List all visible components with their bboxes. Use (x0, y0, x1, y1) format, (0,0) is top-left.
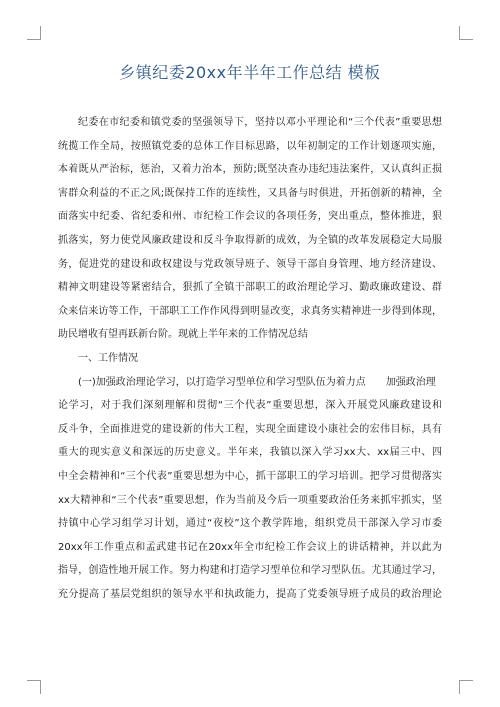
subsection-heading: (一)加强政治理论学习，以打造学习型单位和学习型队伍为着力点 (78, 376, 366, 388)
inline-paragraph-start: 加强政治理 (385, 376, 436, 388)
paragraph-line: 持镇中心学习组学习计划，通过“夜校”这个教学阵地，组织党员干部深入学习市委 (58, 518, 442, 530)
paragraph-line: 重大的现实意义和深远的历史意义。半年来，我镇以深入学习xx大、xx届三中、四 (58, 447, 442, 459)
crop-mark-top-left-h (27, 39, 41, 40)
paragraph-line: 务，促进党的建设和政权建设与党政领导班子、领导干部自身管理、地方经济建设、 (58, 258, 442, 270)
paragraph-line: 抓落实，努力使党风廉政建设和反斗争取得新的成效，为全镇的改革发展稳定大局服 (58, 234, 442, 246)
crop-mark-top-right-v (459, 26, 460, 40)
paragraph-line: 本着既从严治标，惩治，又着力治本，预防;既坚决查办违纪违法案件，又认真纠正损 (58, 164, 442, 176)
paragraph-line: 面落实中纪委、省纪委和州、市纪检工作会议的各项任务，突出重点，整体推进，狠 (58, 211, 442, 223)
document-body (58, 111, 442, 606)
paragraph-line: 害群众利益的不正之风;既保持工作的连续性，又具备与时俱进，开拓创新的精神，全 (58, 187, 442, 199)
subsection-heading-line (58, 371, 442, 395)
paragraph-line: xx大精神和“三个代表”重要思想，作为当前及今后一项重要政治任务来抓牢抓实，坚 (58, 494, 442, 506)
paragraph-line: 统揽工作全局，按照镇党委的总体工作目标思路，以年初制定的工作计划逐项实施， (58, 140, 442, 152)
paragraph-line: 充分提高了基层党组织的领导水平和执政能力，提高了党委领导班子成员的政治理论 (58, 588, 442, 600)
paragraph-text: 对于我们深刻理解和贯彻“三个代表”重要思想，深入开展党风廉政建设和 (100, 400, 442, 412)
crop-mark-bottom-left-h (27, 680, 41, 681)
document-title: 乡镇纪委20xx年半年工作总结 模板 (119, 63, 381, 82)
crop-mark-top-left-v (40, 26, 41, 40)
paragraph-line: 精神文明建设等紧密结合，狠抓了全镇干部职工的政治理论学习、勤政廉政建设、群 (58, 282, 442, 294)
crop-mark-top-right-h (459, 39, 473, 40)
paragraph-line: 指导，创造性地开展工作。努力构建和打造学习型单位和学习型队伍。尤其通过学习， (58, 565, 442, 577)
section-heading: 一、工作情况 (78, 352, 138, 364)
inline-paragraph-continuation: 论学习， (58, 400, 101, 412)
paragraph-line: 反斗争，全面推进党的建设新的伟大工程，实现全面建设小康社会的宏伟目标，具有 (58, 423, 442, 435)
paragraph-line: 中全会精神和“三个代表”重要思想为中心，抓干部职工的学习培训。把学习贯彻落实 (58, 470, 442, 482)
paragraph-line (58, 394, 442, 418)
crop-mark-bottom-left-v (40, 680, 41, 694)
paragraph-line: 众来信来访等工作，干部职工工作作风得到明显改变，求真务实精神进一步得到体现， (58, 305, 442, 317)
crop-mark-bottom-right-h (459, 680, 473, 681)
paragraph-line: 20xx年工作重点和孟武建书记在20xx年全市纪检工作会议上的讲话精神，并以此为 (58, 541, 442, 553)
paragraph-line: 纪委在市纪委和镇党委的坚强领导下，坚持以邓小平理论和“三个代表”重要思想 (78, 117, 442, 128)
paragraph-line: 助民增收有望再跃新台阶。现就上半年来的工作情况总结 (58, 329, 308, 341)
crop-mark-bottom-right-v (459, 680, 460, 694)
